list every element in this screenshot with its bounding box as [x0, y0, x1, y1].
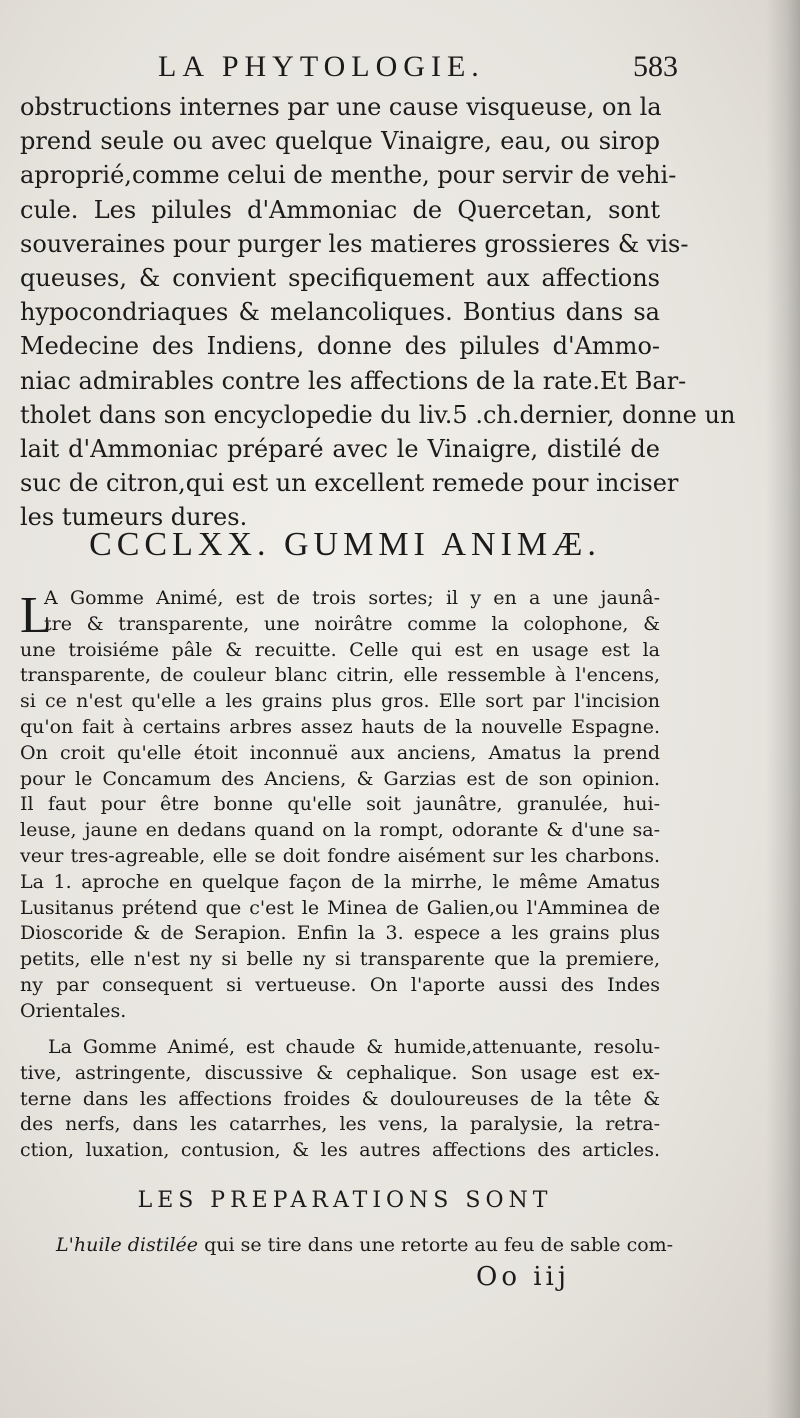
page-header — [18, 50, 678, 90]
running-title: LA PHYTOLOGIE. — [158, 50, 485, 83]
text-line: les tumeurs dures. — [20, 503, 248, 532]
preparation-term: L'huile distilée — [56, 1234, 199, 1256]
page-number: 583 — [633, 50, 678, 83]
text-line: lait d'Ammoniac préparé avec le Vinaigre, distilé de — [20, 435, 660, 464]
text-line: petits, elle n'est ny si belle ny si transparente que la premiere, — [20, 948, 660, 971]
text-line: On croit qu'elle étoit inconnuë aux anciens, Amatus la prend — [20, 741, 660, 764]
text-line: tre & transparente, une noirâtre comme la colophone, & — [44, 612, 660, 635]
text-line: Dioscoride & de Serapion. Enfin la 3. espece a les grains plus — [20, 922, 660, 945]
page-gutter-shadow — [766, 0, 800, 1418]
text-line: leuse, jaune en dedans quand on la rompt, odorante & d'une sa- — [20, 819, 660, 842]
text-line: La 1. aproche en quelque façon de la mirrhe, le même Amatus — [20, 870, 660, 893]
preparation-text: qui se tire dans une retorte au feu de sable com- — [198, 1234, 674, 1256]
section-title: CCCLXX. GUMMI ANIMÆ. — [89, 526, 601, 563]
signature-mark: Oo iij — [476, 1262, 570, 1292]
preparations-heading: LES PREPARATIONS SONT — [137, 1188, 553, 1213]
preparation-line — [56, 1234, 674, 1256]
text-line: veur tres-agreable, elle se doit fondre aisément sur les charbons. — [20, 844, 660, 867]
text-line: La Gomme Animé, est chaude & humide,attenuante, resolu- — [48, 1036, 660, 1058]
text-line: Lusitanus prétend que c'est le Minea de Galien,ou l'Amminea de — [20, 896, 660, 919]
text-line: tholet dans son encyclopedie du liv.5 .ch.dernier, donne un — [20, 400, 736, 429]
text-line: souveraines pour purger les matieres grossieres & vis- — [20, 229, 689, 258]
paragraph-gomme-description — [20, 586, 660, 1025]
drop-cap: L — [20, 587, 52, 644]
text-line: cule. Les pilules d'Ammoniac de Quercetan, sont — [20, 195, 660, 224]
text-line: tive, astringente, discussive & cephalique. Son usage est ex- — [20, 1061, 660, 1084]
text-line: pour le Concamum des Anciens, & Garzias est de son opinion. — [20, 767, 660, 790]
paragraph-ammoniac-uses — [20, 90, 736, 535]
text-line: Orientales. — [20, 999, 127, 1022]
text-line: si ce n'est qu'elle a les grains plus gros. Elle sort par l'incision — [20, 690, 660, 713]
text-line: terne dans les affections froides & douloureuses de la tête & — [20, 1087, 660, 1110]
text-line: A Gomme Animé, est de trois sortes; il y en a une jaunâ- — [44, 587, 660, 609]
text-line: niac admirables contre les affections de la rate.Et Bar- — [20, 366, 687, 395]
text-line: des nerfs, dans les catarrhes, les vens, la paralysie, la retra- — [20, 1113, 660, 1136]
text-line: Il faut pour être bonne qu'elle soit jaunâtre, granulée, hui- — [20, 793, 660, 816]
text-line: suc de citron,qui est un excellent remede pour inciser — [20, 469, 679, 498]
text-line: ny par consequent si vertueuse. On l'aporte aussi des Indes — [20, 973, 660, 996]
text-line: queuses, & convient specifiquement aux affections — [20, 264, 660, 293]
text-line: transparente, de couleur blanc citrin, elle ressemble à l'encens, — [20, 664, 660, 687]
text-line: une troisiéme pâle & recuitte. Celle qui est en usage est la — [20, 638, 660, 661]
text-line: hypocondriaques & melancoliques. Bontius dans sa — [20, 298, 660, 327]
text-line: obstructions internes par une cause visqueuse, on la — [20, 93, 662, 121]
paragraph-gomme-virtues — [20, 1035, 660, 1164]
text-line: qu'on fait à certains arbres assez hauts de la nouvelle Espagne. — [20, 715, 660, 738]
text-line: Medecine des Indiens, donne des pilules d'Ammo- — [20, 332, 660, 361]
text-line: aproprié,comme celui de menthe, pour servir de vehi- — [20, 161, 677, 190]
text-line: ction, luxation, contusion, & les autres affections des articles. — [20, 1139, 660, 1162]
text-line: prend seule ou avec quelque Vinaigre, eau, ou sirop — [20, 127, 660, 156]
